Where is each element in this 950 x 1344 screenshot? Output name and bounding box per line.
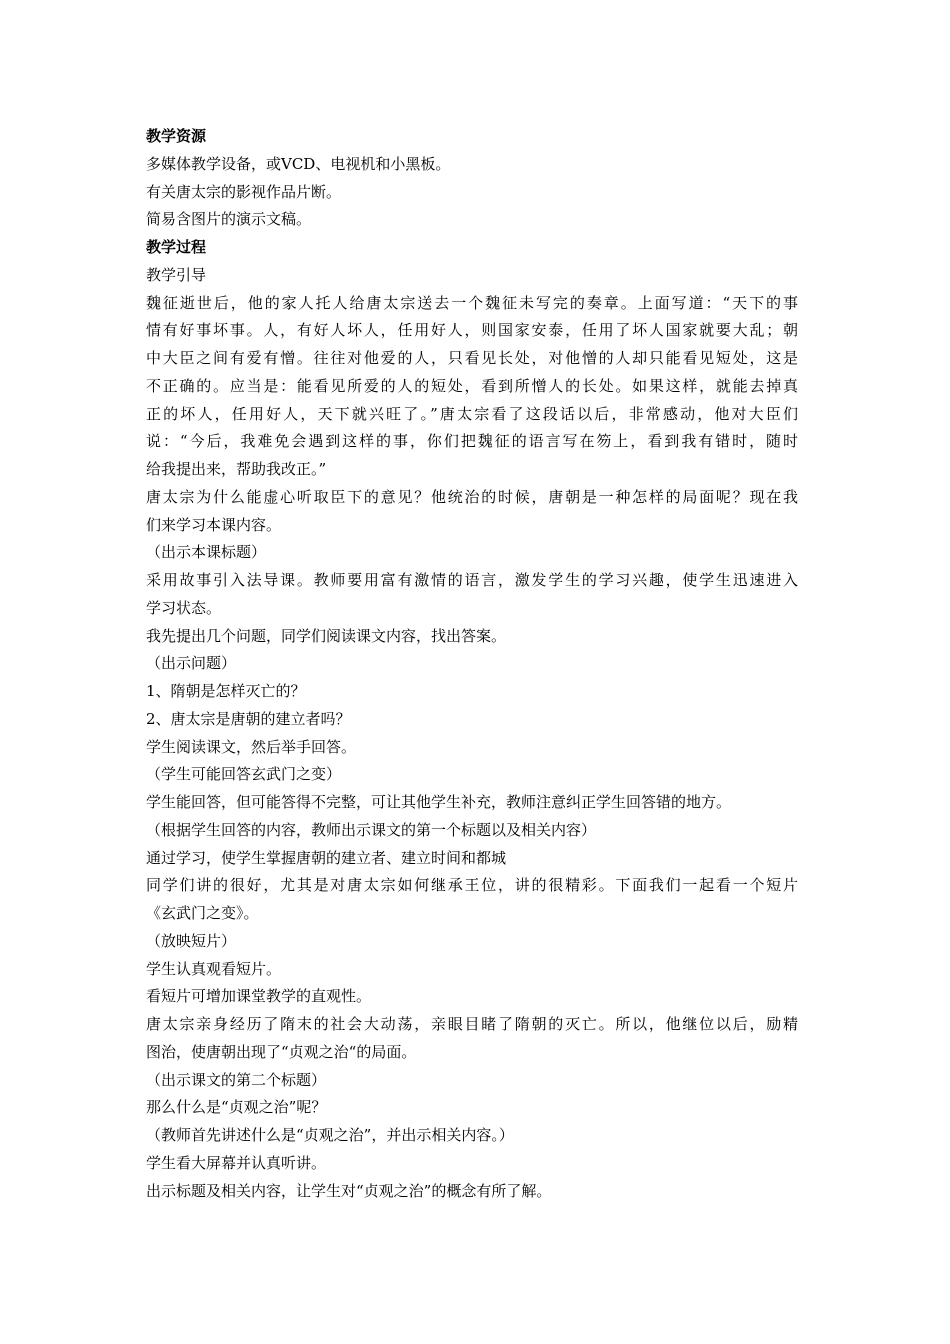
first-title-note: （根据学生回答的内容，教师出示课文的第一个标题以及相关内容） <box>146 820 597 839</box>
question-item-2: 2、唐太宗是唐朝的建立者吗？ <box>146 709 351 728</box>
answer-note-text: 学生能回答，但可能答得不完整，可让其他学生补充，教师注意纠正学生回答错的地方。 <box>146 793 732 811</box>
paragraph-weizheng-story <box>146 290 798 484</box>
question-item-1: 1、隋朝是怎样灭亡的？ <box>146 682 306 700</box>
show-content-text: 出示标题及相关内容，让学生对“贞观之治”的概念有所了解。 <box>146 1181 552 1200</box>
second-title-note: （出示课文的第二个标题） <box>146 1070 327 1089</box>
learning-goal-text: 通过学习，使学生掌握唐朝的建立者、建立时间和都城 <box>146 848 507 867</box>
ask-questions-text: 我先提出几个问题，同学们阅读课文内容，找出答案。 <box>146 626 507 645</box>
paragraph-method <box>146 567 798 623</box>
possible-answer-note: （学生可能回答玄武门之变） <box>146 765 342 784</box>
resource-item: 有关唐太宗的影视作品片断。 <box>146 182 342 201</box>
students-read-text: 学生阅读课文，然后举手回答。 <box>146 737 357 756</box>
document-body <box>146 123 798 1205</box>
paragraph-line: 采用故事引入法导课。教师要用富有激情的语言，激发学生的学习兴趣，使学生迅速进入 <box>146 571 798 589</box>
paragraph-line: 给我提出来，帮助我改正。” <box>146 460 327 478</box>
paragraph-line: 唐太宗为什么能虚心听取臣下的意见？他统治的时候，唐朝是一种怎样的局面呢？现在我 <box>146 487 798 506</box>
paragraph-experience <box>146 1011 798 1067</box>
resource-item: 简易含图片的演示文稿。 <box>146 210 312 229</box>
teacher-explains-note: （教师首先讲述什么是“贞观之治”，并出示相关内容。） <box>146 1126 514 1144</box>
watch-clip-text: 学生认真观看短片。 <box>146 959 282 978</box>
heading-teaching-resources: 教学资源 <box>146 127 207 145</box>
paragraph-line: 不正确的。应当是：能看见所爱的人的短处，看到所憎人的长处。如果这样，就能去掉真 <box>146 376 798 395</box>
clip-benefit-text: 看短片可增加课堂教学的直观性。 <box>146 987 372 1006</box>
show-questions-note: （出示问题） <box>146 654 237 673</box>
show-lesson-title-note: （出示本课标题） <box>146 543 267 562</box>
resource-item: 多媒体教学设备，或VCD、电视机和小黑板。 <box>146 154 451 173</box>
paragraph-line: 图治，使唐朝出现了“贞观之治“的局面。 <box>146 1042 417 1061</box>
paragraph-line: 学习状态。 <box>146 598 222 617</box>
paragraph-line: 《玄武门之变》。 <box>146 904 259 922</box>
subheading-teaching-guide: 教学引导 <box>146 265 207 284</box>
what-is-zhenguan-text: 那么什么是“贞观之治”呢？ <box>146 1098 327 1117</box>
paragraph-line: 说：“今后，我难免会遇到这样的事，你们把魏征的语言写在笏上，看到我有错时，随时 <box>146 432 798 451</box>
paragraph-praise <box>146 872 798 928</box>
paragraph-line: 同学们讲的很好，尤其是对唐太宗如何继承王位，讲的很精彩。下面我们一起看一个短片 <box>146 876 798 895</box>
paragraph-line: 正的坏人，任用好人，天下就兴旺了。”唐太宗看了这段话以后，非常感动，他对大臣们 <box>146 404 798 423</box>
paragraph-line: 情有好事坏事。人，有好人坏人，任用好人，则国家安泰，任用了坏人国家就要大乱；朝 <box>146 321 798 340</box>
play-clip-note: （放映短片） <box>146 931 237 950</box>
paragraph-line: 唐太宗亲身经历了隋末的社会大动荡，亲眼目睹了隋朝的灭亡。所以，他继位以后，励精 <box>146 1015 798 1033</box>
students-listen-text: 学生看大屏幕并认真听讲。 <box>146 1153 327 1172</box>
heading-teaching-process: 教学过程 <box>146 238 207 256</box>
paragraph-line: 中大臣之间有爱有憎。往往对他爱的人，只看见长处，对他憎的人却只能看见短处，这是 <box>146 349 798 367</box>
paragraph-line: 魏征逝世后，他的家人托人给唐太宗送去一个魏征未写完的奏章。上面写道：“天下的事 <box>146 293 798 312</box>
paragraph-line: 们来学习本课内容。 <box>146 515 282 534</box>
paragraph-lead-question <box>146 484 798 540</box>
